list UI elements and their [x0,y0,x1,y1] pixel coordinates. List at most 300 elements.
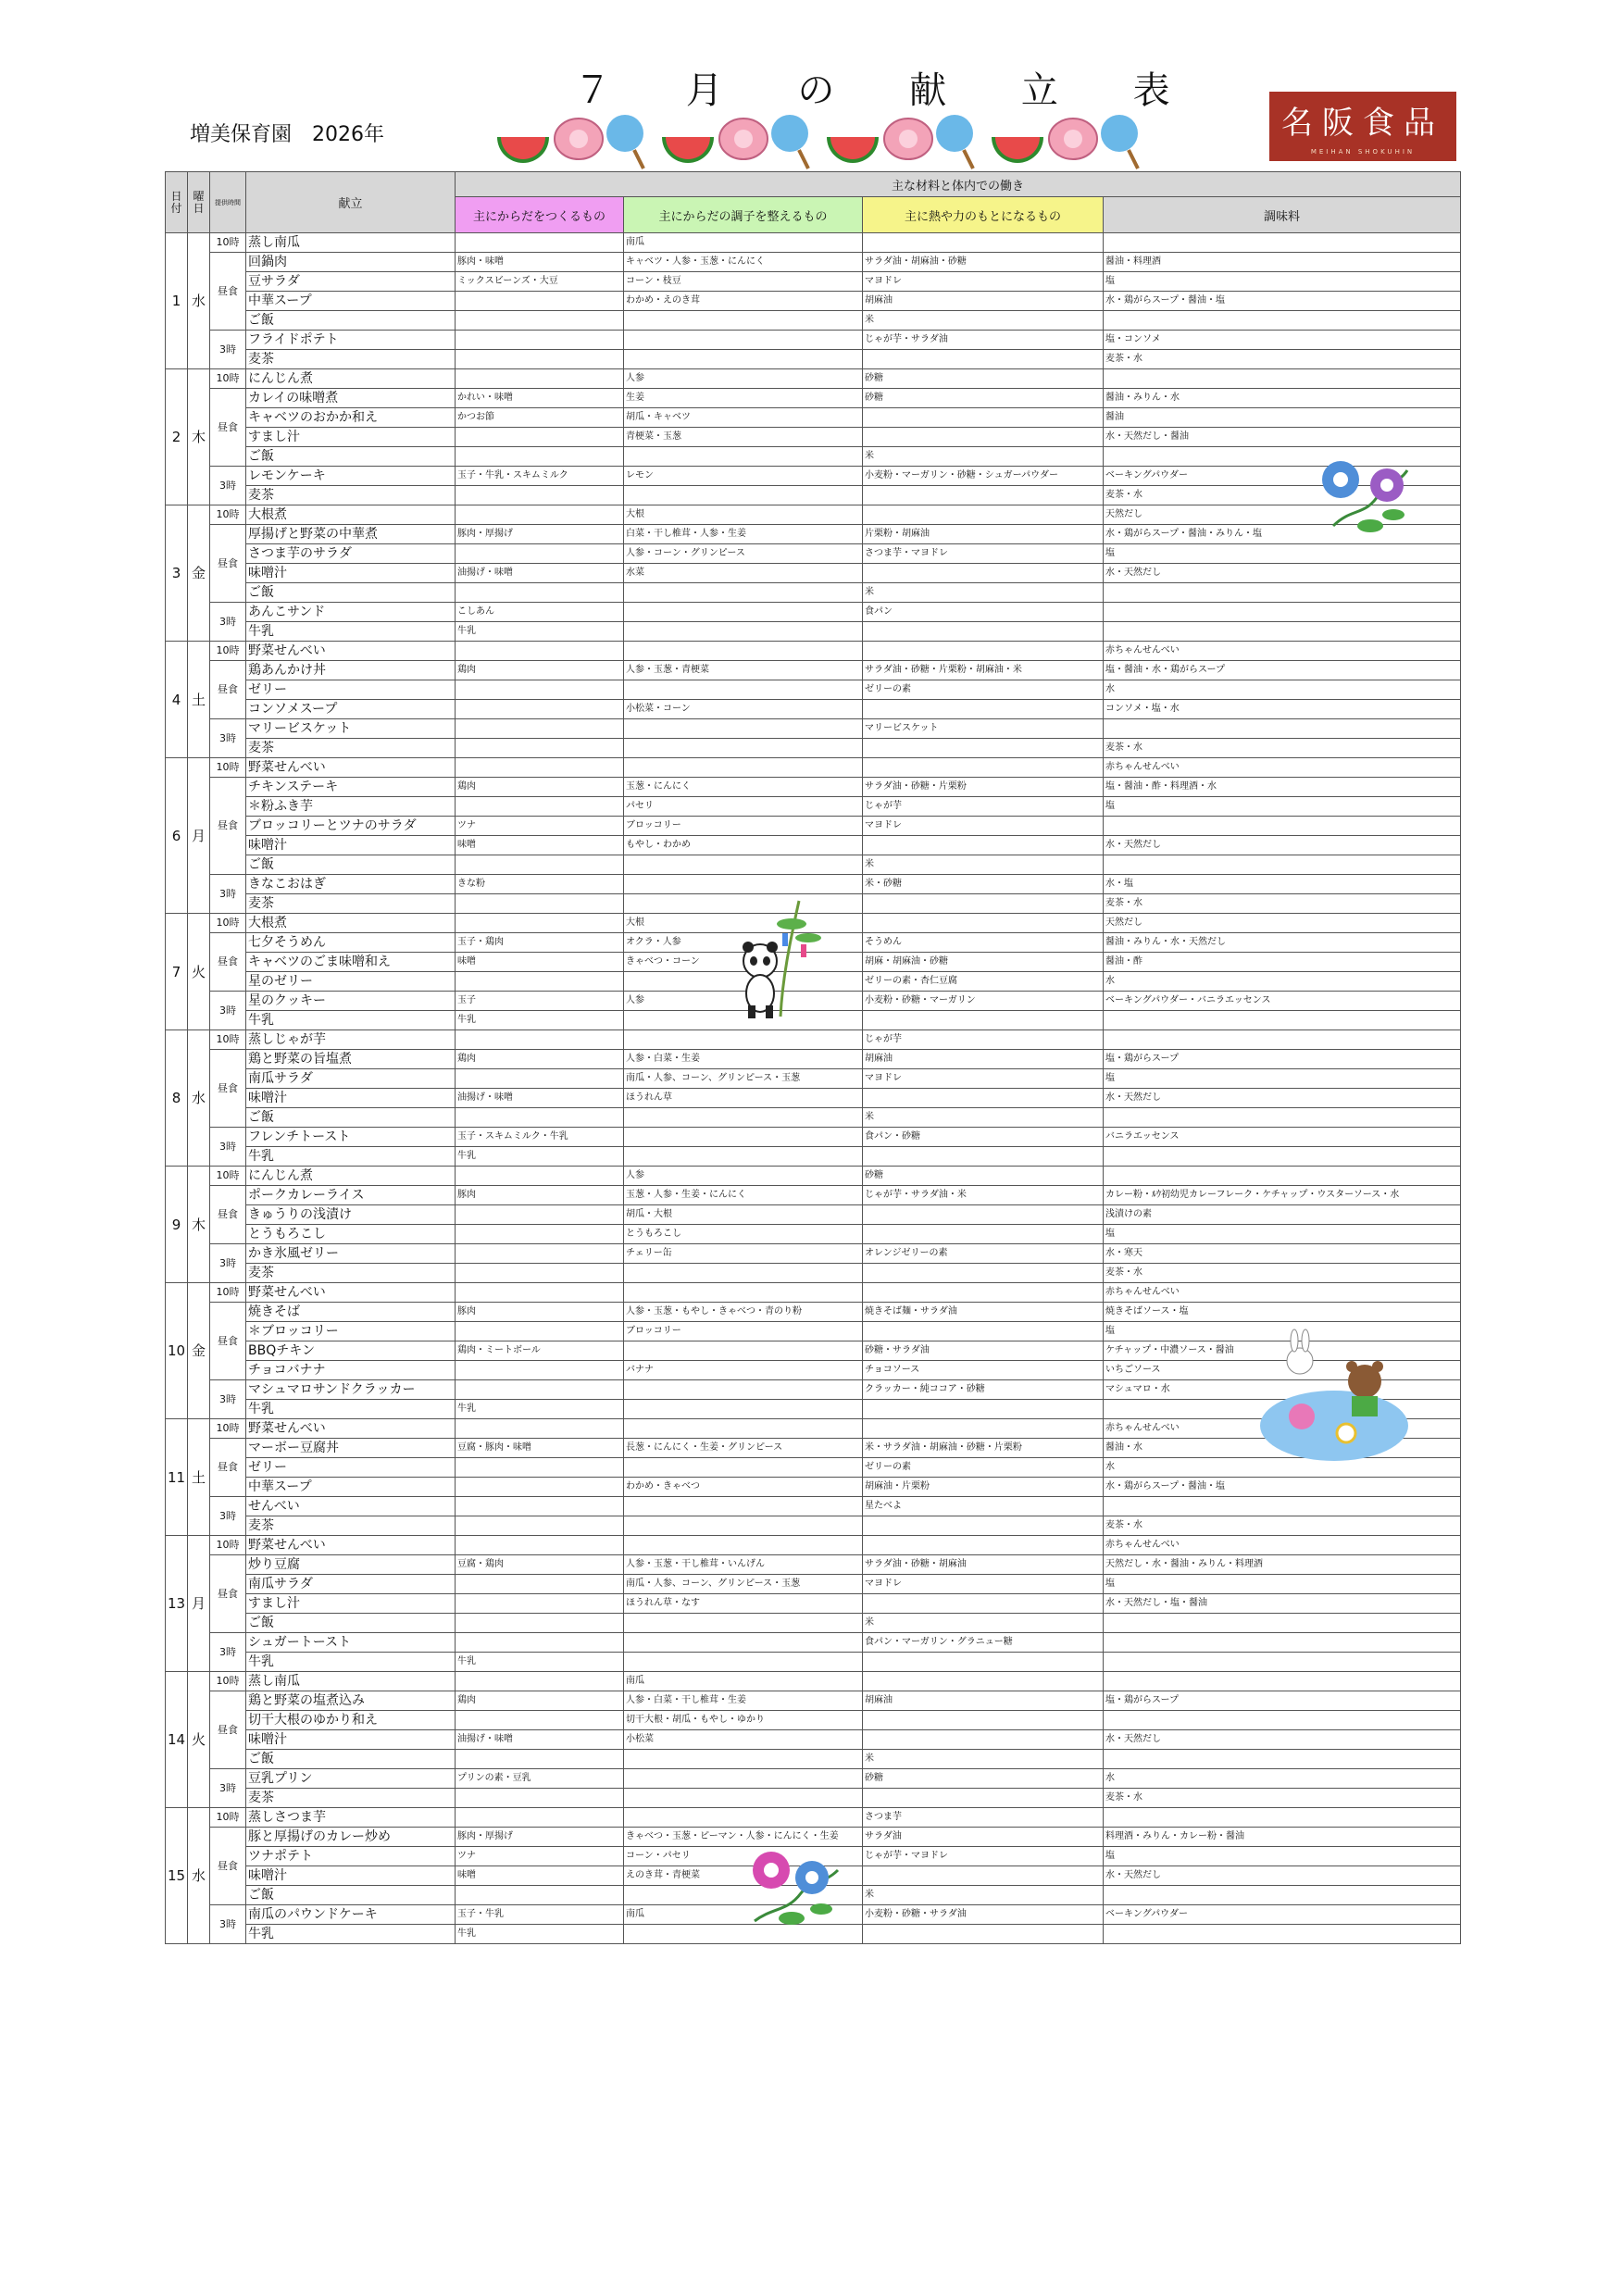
condition-cell [624,1380,863,1400]
weekday-cell: 水 [188,233,210,369]
energy-cell [863,758,1104,778]
table-row [166,1303,1461,1322]
seasoning-cell [1104,1011,1461,1030]
body-cell [456,1516,624,1536]
weekday-cell: 水 [188,1030,210,1167]
table-row [166,855,1461,875]
menu-cell: ご飯 [246,583,456,603]
logo-subtext: MEIHAN SHOKUHIN [1310,148,1416,156]
time-cell: 昼食 [210,1050,246,1128]
menu-cell: マシュマロサンドクラッカー [246,1380,456,1400]
time-cell: 3時 [210,719,246,758]
menu-cell: 野菜せんべい [246,642,456,661]
menu-cell: ご飯 [246,1886,456,1905]
body-cell [456,292,624,311]
seasoning-cell: 醤油 [1104,408,1461,428]
seasoning-cell: 塩・醤油・酢・料理酒・水 [1104,778,1461,797]
weekday-cell: 月 [188,758,210,914]
menu-cell: せんべい [246,1497,456,1516]
energy-cell: じゃが芋・サラダ油・米 [863,1186,1104,1205]
menu-cell: 切干大根のゆかり和え [246,1711,456,1730]
time-cell: 昼食 [210,1439,246,1497]
seasoning-cell [1104,719,1461,739]
energy-cell: 砂糖 [863,1167,1104,1186]
seasoning-cell [1104,233,1461,253]
uchiwa-fan-icon [936,115,973,168]
energy-cell: そうめん [863,933,1104,953]
table-row [166,1478,1461,1497]
menu-cell: 野菜せんべい [246,1536,456,1555]
condition-cell: バナナ [624,1361,863,1380]
date-cell: 9 [166,1167,188,1283]
table-row [166,1614,1461,1633]
energy-cell: 胡麻油・片栗粉 [863,1478,1104,1497]
seasoning-cell: 焼きそばソース・塩 [1104,1303,1461,1322]
energy-cell [863,408,1104,428]
body-cell [456,1536,624,1555]
energy-cell [863,1866,1104,1886]
menu-cell: かき氷風ゼリー [246,1244,456,1264]
table-row [166,408,1461,428]
body-cell: 牛乳 [456,622,624,642]
uchiwa-fan-icon [771,115,808,168]
seasoning-cell: 水・塩 [1104,875,1461,894]
menu-cell: ブロッコリーとツナのサラダ [246,817,456,836]
table-row [166,1808,1461,1828]
seasoning-cell [1104,1030,1461,1050]
time-cell: 昼食 [210,253,246,331]
condition-cell: わかめ・きゃべつ [624,1478,863,1497]
table-row [166,1594,1461,1614]
table-row [166,311,1461,331]
menu-cell: フライドポテト [246,331,456,350]
seasoning-cell: 水・天然だし [1104,1730,1461,1750]
seasoning-cell: 水 [1104,1458,1461,1478]
watermelon-icon [827,137,879,163]
header-ingredients-group: 主な材料と体内での働き [456,172,1461,197]
condition-cell [624,855,863,875]
table-row [166,1128,1461,1147]
seasoning-cell: 水 [1104,972,1461,992]
seasoning-cell: 塩・コンソメ [1104,331,1461,350]
table-row [166,564,1461,583]
menu-cell: 味噌汁 [246,836,456,855]
table-row [166,272,1461,292]
energy-cell: 食パン・砂糖 [863,1128,1104,1147]
date-cell: 6 [166,758,188,914]
menu-cell: レモンケーキ [246,467,456,486]
seasoning-cell [1104,622,1461,642]
condition-cell: きゃべつ・コーン [624,953,863,972]
body-cell [456,914,624,933]
seasoning-cell: 塩 [1104,1847,1461,1866]
body-cell [456,1030,624,1050]
time-cell: 3時 [210,1769,246,1808]
table-row [166,1555,1461,1575]
body-cell: 味噌 [456,836,624,855]
condition-cell [624,719,863,739]
energy-cell: マリービスケット [863,719,1104,739]
menu-cell: 麦茶 [246,739,456,758]
condition-cell: 南瓜 [624,233,863,253]
table-row [166,428,1461,447]
energy-cell: 砂糖 [863,369,1104,389]
table-row [166,389,1461,408]
seasoning-cell: 塩 [1104,797,1461,817]
body-cell [456,233,624,253]
table-row [166,544,1461,564]
seasoning-cell: 天然だし [1104,505,1461,525]
condition-cell: 人参・コーン・グリンピース [624,544,863,564]
energy-cell: 焼きそば麺・サラダ油 [863,1303,1104,1322]
energy-cell [863,1925,1104,1944]
table-row [166,778,1461,797]
body-cell: 味噌 [456,1866,624,1886]
energy-cell [863,1400,1104,1419]
header-energy: 主に熱や力のもとになるもの [863,197,1104,233]
weekday-cell: 金 [188,505,210,642]
weekday-cell: 金 [188,1283,210,1419]
time-cell: 10時 [210,1030,246,1050]
energy-cell [863,1089,1104,1108]
body-cell: 豚肉 [456,1303,624,1322]
condition-cell [624,1653,863,1672]
energy-cell: クラッカー・純ココア・砂糖 [863,1380,1104,1400]
body-cell [456,1458,624,1478]
date-cell: 7 [166,914,188,1030]
seasoning-cell: 水・天然だし [1104,564,1461,583]
body-cell [456,1594,624,1614]
energy-cell [863,505,1104,525]
menu-cell: 麦茶 [246,1789,456,1808]
energy-cell: サラダ油・砂糖・片栗粉 [863,778,1104,797]
condition-cell: 人参・白菜・生姜 [624,1050,863,1069]
body-cell: 豚肉 [456,1186,624,1205]
condition-cell: レモン [624,467,863,486]
table-row [166,1711,1461,1730]
table-row [166,369,1461,389]
energy-cell: ゼリーの素 [863,1458,1104,1478]
menu-cell: 蒸しさつま芋 [246,1808,456,1828]
energy-cell [863,1672,1104,1691]
time-cell: 10時 [210,233,246,253]
condition-cell [624,1497,863,1516]
table-row [166,1536,1461,1555]
table-row [166,525,1461,544]
menu-cell: 豆乳プリン [246,1769,456,1789]
menu-cell: 大根煮 [246,914,456,933]
energy-cell [863,914,1104,933]
table-row [166,1730,1461,1750]
condition-cell: 人参 [624,992,863,1011]
table-row [166,1497,1461,1516]
condition-cell: もやし・わかめ [624,836,863,855]
table-row [166,680,1461,700]
energy-cell: 米・砂糖 [863,875,1104,894]
time-cell: 10時 [210,505,246,525]
seasoning-cell: 醤油・みりん・水 [1104,389,1461,408]
mosquito-coil-pig-icon [555,119,603,159]
seasoning-cell: 麦茶・水 [1104,350,1461,369]
seasoning-cell: 塩・鶏がらスープ [1104,1691,1461,1711]
seasoning-cell: 醤油・水 [1104,1439,1461,1458]
menu-cell: 大根煮 [246,505,456,525]
seasoning-cell: 赤ちゃんせんべい [1104,758,1461,778]
menu-cell: 野菜せんべい [246,758,456,778]
page-title: ７ 月 の 献 立 表 [574,69,1202,112]
condition-cell: わかめ・えのき茸 [624,292,863,311]
seasoning-cell [1104,1925,1461,1944]
table-row [166,700,1461,719]
body-cell [456,1419,624,1439]
seasoning-cell: 醤油・酢 [1104,953,1461,972]
condition-cell: 胡瓜・キャベツ [624,408,863,428]
menu-cell: 七夕そうめん [246,933,456,953]
table-row [166,758,1461,778]
menu-cell: 味噌汁 [246,1089,456,1108]
body-cell [456,1750,624,1769]
condition-cell: コーン・パセリ [624,1847,863,1866]
energy-cell [863,1711,1104,1730]
body-cell [456,1478,624,1497]
body-cell [456,1711,624,1730]
condition-cell [624,486,863,505]
body-cell: 玉子・牛乳 [456,1905,624,1925]
condition-cell: ブロッコリー [624,817,863,836]
condition-cell: 人参・白菜・干し椎茸・生姜 [624,1691,863,1711]
seasoning-cell [1104,369,1461,389]
table-row [166,817,1461,836]
condition-cell [624,642,863,661]
energy-cell: サラダ油・胡麻油・砂糖 [863,253,1104,272]
table-row [166,1516,1461,1536]
condition-cell: 南瓜・人参、コーン、グリンピース・玉葱 [624,1069,863,1089]
menu-cell: ご飯 [246,1108,456,1128]
condition-cell [624,603,863,622]
menu-cell: 南瓜のパウンドケーキ [246,1905,456,1925]
time-cell: 10時 [210,758,246,778]
menu-cell: 野菜せんべい [246,1419,456,1439]
energy-cell: 胡麻・胡麻油・砂糖 [863,953,1104,972]
condition-cell: キャベツ・人参・玉葱・にんにく [624,253,863,272]
condition-cell [624,758,863,778]
energy-cell: じゃが芋 [863,1030,1104,1050]
menu-cell: 厚揚げと野菜の中華煮 [246,525,456,544]
table-row [166,1691,1461,1711]
energy-cell: 米 [863,583,1104,603]
seasoning-cell [1104,1633,1461,1653]
time-cell: 3時 [210,875,246,914]
condition-cell: 青梗菜・玉葱 [624,428,863,447]
energy-cell: 片栗粉・胡麻油 [863,525,1104,544]
time-cell: 3時 [210,1380,246,1419]
table-row [166,661,1461,680]
condition-cell: えのき茸・青梗菜 [624,1866,863,1886]
table-row [166,1147,1461,1167]
header-menu: 献立 [246,172,456,233]
energy-cell [863,1225,1104,1244]
weekday-cell: 土 [188,642,210,758]
condition-cell: 人参・玉葱・干し椎茸・いんげん [624,1555,863,1575]
time-cell: 3時 [210,603,246,642]
table-row [166,797,1461,817]
seasoning-cell: 塩 [1104,1069,1461,1089]
table-row [166,505,1461,525]
condition-cell [624,622,863,642]
condition-cell: ほうれん草 [624,1089,863,1108]
condition-cell [624,1341,863,1361]
menu-cell: ご飯 [246,855,456,875]
body-cell: プリンの素・豆乳 [456,1769,624,1789]
condition-cell [624,1614,863,1633]
condition-cell: 人参 [624,1167,863,1186]
menu-cell: ゼリー [246,1458,456,1478]
condition-cell [624,739,863,758]
body-cell: 牛乳 [456,1400,624,1419]
body-cell [456,972,624,992]
energy-cell: 星たべよ [863,1497,1104,1516]
menu-cell: にんじん煮 [246,1167,456,1186]
menu-cell: 麦茶 [246,894,456,914]
seasoning-cell: 水・寒天 [1104,1244,1461,1264]
energy-cell: じゃが芋・マヨドレ [863,1847,1104,1866]
body-cell [456,428,624,447]
condition-cell: 長葱・にんにく・生姜・グリンピース [624,1439,863,1458]
condition-cell [624,350,863,369]
time-cell: 10時 [210,1167,246,1186]
seasoning-cell [1104,1147,1461,1167]
energy-cell: さつま芋 [863,1808,1104,1828]
condition-cell: 水菜 [624,564,863,583]
table-row [166,1108,1461,1128]
table-row [166,1225,1461,1244]
energy-cell: ゼリーの素 [863,680,1104,700]
menu-cell: 蒸し南瓜 [246,233,456,253]
condition-cell: パセリ [624,797,863,817]
table-row [166,1633,1461,1653]
condition-cell [624,1419,863,1439]
menu-cell: ご飯 [246,447,456,467]
menu-cell: フレンチトースト [246,1128,456,1147]
seasoning-cell [1104,1886,1461,1905]
energy-cell: マヨドレ [863,817,1104,836]
seasoning-cell: 醤油・料理酒 [1104,253,1461,272]
body-cell [456,1205,624,1225]
seasoning-cell [1104,855,1461,875]
body-cell [456,855,624,875]
header-weekday: 曜日 [188,172,210,233]
time-cell: 昼食 [210,778,246,875]
body-cell: 豚肉・厚揚げ [456,1828,624,1847]
seasoning-cell: 水・天然だし・塩・醤油 [1104,1594,1461,1614]
seasoning-cell [1104,1108,1461,1128]
body-cell: ミックスビーンズ・大豆 [456,272,624,292]
condition-cell: オクラ・人参 [624,933,863,953]
header-body-building: 主にからだをつくるもの [456,197,624,233]
time-cell: 10時 [210,1672,246,1691]
weekday-cell: 木 [188,1167,210,1283]
menu-cell: 牛乳 [246,1653,456,1672]
table-row [166,447,1461,467]
uchiwa-fan-icon [606,115,643,168]
seasoning-cell: 塩 [1104,544,1461,564]
menu-cell: 中華スープ [246,1478,456,1497]
energy-cell: 食パン・マーガリン・グラニュー糖 [863,1633,1104,1653]
table-row [166,292,1461,311]
body-cell [456,350,624,369]
condition-cell [624,583,863,603]
body-cell: 牛乳 [456,1147,624,1167]
seasoning-cell: バニラエッセンス [1104,1128,1461,1147]
body-cell [456,1497,624,1516]
time-cell: 10時 [210,642,246,661]
body-cell [456,1789,624,1808]
table-row [166,583,1461,603]
menu-cell: 鶏と野菜の旨塩煮 [246,1050,456,1069]
seasoning-cell: 天然だし・水・醤油・みりん・料理酒 [1104,1555,1461,1575]
condition-cell [624,1769,863,1789]
condition-cell: ブロッコリー [624,1322,863,1341]
energy-cell [863,1264,1104,1283]
menu-cell: キャベツのごま味噌和え [246,953,456,972]
body-cell: 鶏肉・ミートボール [456,1341,624,1361]
condition-cell [624,447,863,467]
menu-cell: 麦茶 [246,1264,456,1283]
seasoning-cell: 塩 [1104,1225,1461,1244]
body-cell [456,1886,624,1905]
menu-cell: 味噌汁 [246,1866,456,1886]
menu-cell: ご飯 [246,1750,456,1769]
menu-cell: ＊粉ふき芋 [246,797,456,817]
table-row [166,739,1461,758]
table-row [166,1050,1461,1069]
table-row [166,603,1461,622]
menu-cell: さつま芋のサラダ [246,544,456,564]
menu-cell: 麦茶 [246,350,456,369]
seasoning-cell: 塩・醤油・水・鶏がらスープ [1104,661,1461,680]
table-row [166,1264,1461,1283]
condition-cell: コーン・枝豆 [624,272,863,292]
time-cell: 昼食 [210,1186,246,1244]
menu-cell: ゼリー [246,680,456,700]
menu-cell: 牛乳 [246,622,456,642]
seasoning-cell [1104,817,1461,836]
date-cell: 15 [166,1808,188,1944]
seasoning-cell: ケチャップ・中濃ソース・醤油 [1104,1341,1461,1361]
menu-cell: にんじん煮 [246,369,456,389]
menu-cell: 牛乳 [246,1400,456,1419]
seasoning-cell: コンソメ・塩・水 [1104,700,1461,719]
energy-cell [863,622,1104,642]
seasoning-cell: 水・鶏がらスープ・醤油・塩 [1104,1478,1461,1497]
body-cell [456,1614,624,1633]
table-row [166,836,1461,855]
seasoning-cell [1104,603,1461,622]
date-cell: 4 [166,642,188,758]
condition-cell [624,1750,863,1769]
body-cell: 牛乳 [456,1011,624,1030]
table-row [166,1575,1461,1594]
seasoning-cell [1104,1808,1461,1828]
table-row [166,1089,1461,1108]
seasoning-cell: 料理酒・みりん・カレー粉・醤油 [1104,1828,1461,1847]
body-cell: かつお節 [456,408,624,428]
header-time: 提供時間 [210,172,246,233]
time-cell: 昼食 [210,1303,246,1380]
energy-cell: 小麦粉・砂糖・マーガリン [863,992,1104,1011]
energy-cell: 胡麻油 [863,1050,1104,1069]
body-cell [456,1575,624,1594]
